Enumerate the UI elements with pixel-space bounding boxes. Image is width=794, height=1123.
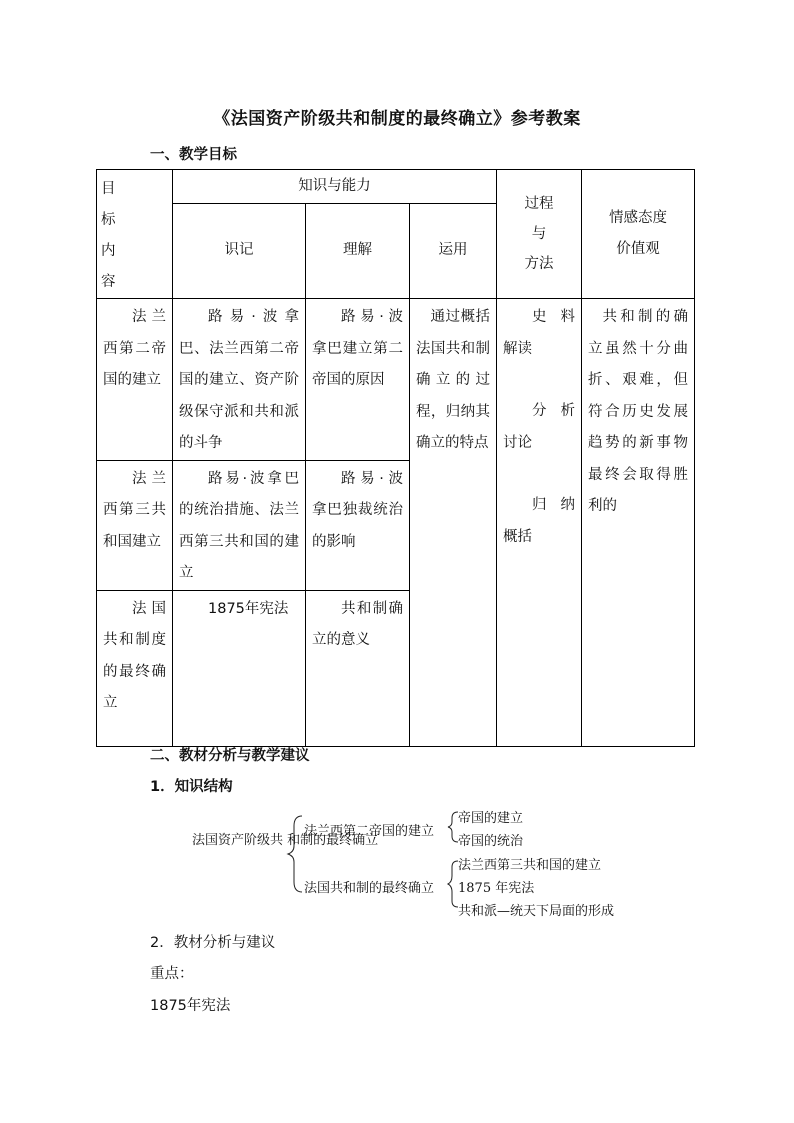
method-item: 归纳概括 xyxy=(503,497,575,545)
understand-header: 理解 xyxy=(306,203,410,298)
diagram-branch1: 法兰西第二帝国的建立 xyxy=(304,824,435,839)
methods-cell xyxy=(497,299,582,747)
row-topic: 法兰西第三共和国建立 xyxy=(103,470,166,550)
row-understand: 共和制确立的意义 xyxy=(312,600,403,648)
diagram-branch1-item: 帝国的统治 xyxy=(458,834,524,849)
diagram-branch2: 法国共和制的最终确立 xyxy=(304,881,435,896)
root-brace xyxy=(288,816,302,892)
diagram-root: 法国资产阶级共 和制的最终确立 xyxy=(192,833,379,848)
apply-header: 运用 xyxy=(410,203,497,298)
knowledge-structure-diagram xyxy=(190,804,640,919)
row-topic: 法国共和制度的最终确立 xyxy=(103,600,166,711)
subheading-knowledge-structure: 1．知识结构 xyxy=(150,779,233,795)
process-method-header: 过程 与 方法 xyxy=(497,170,582,299)
row-topic-cell xyxy=(97,590,173,746)
emotion-text: 共和制的确立虽然十分曲折、艰难，但符合历史发展趋势的新事物最终会取得胜利的 xyxy=(588,309,688,514)
row-topic-cell xyxy=(97,460,173,590)
section-heading-analysis: 二、教材分析与教学建议 xyxy=(150,748,310,764)
row-understand-cell xyxy=(306,590,410,746)
row-understand: 路易·波拿巴建立第二帝国的原因 xyxy=(312,309,403,388)
row-recall: 路易·波拿巴的统治措施、法兰西第三共和国的建立 xyxy=(179,470,299,581)
section-heading-objectives: 一、教学目标 xyxy=(150,147,237,163)
row-understand-cell xyxy=(306,460,410,590)
emotion-cell xyxy=(582,299,695,747)
branch2-brace xyxy=(448,861,458,907)
row-understand-cell xyxy=(306,299,410,461)
document-title: 《法国资产阶级共和制度的最终确立》参考教案 xyxy=(213,109,581,129)
diagram-branch2-item: 法兰西第三共和国的建立 xyxy=(458,858,602,873)
apply-text: 通过概括法国共和制确立的过程，归纳其确立的特点 xyxy=(416,309,490,451)
row-recall-cell xyxy=(173,299,306,461)
objectives-table xyxy=(96,169,695,747)
corner-header-cell xyxy=(97,170,173,299)
row-recall-cell xyxy=(173,590,306,746)
method-item: 史料解读 xyxy=(503,309,575,357)
knowledge-ability-header: 知识与能力 xyxy=(173,170,497,204)
corner-header: 目 标 内 容 xyxy=(101,181,116,290)
emotion-values-header: 情感态度 价值观 xyxy=(582,170,695,299)
apply-cell xyxy=(410,299,497,747)
key-point-label: 重点： xyxy=(150,966,194,982)
row-recall-cell xyxy=(173,460,306,590)
row-understand: 路易·波拿巴独裁统治的影响 xyxy=(312,470,403,550)
row-recall: 1875年宪法 xyxy=(208,600,289,617)
diagram-branch1-item: 帝国的建立 xyxy=(458,811,524,826)
row-recall: 路易·波拿巴、法兰西第二帝国的建立、资产阶级保守派和共和派的斗争 xyxy=(179,309,299,451)
subheading-analysis-suggestions: 2．教材分析与建议 xyxy=(150,935,276,951)
row-topic: 法兰西第二帝国的建立 xyxy=(103,309,166,388)
recall-header: 识记 xyxy=(173,203,306,298)
branch1-brace xyxy=(448,812,458,842)
key-point-text: 1875年宪法 xyxy=(150,998,231,1014)
row-topic-cell xyxy=(97,299,173,461)
method-item: 分析讨论 xyxy=(503,403,575,451)
diagram-branch2-item: 1875 年宪法 xyxy=(458,881,535,896)
methods xyxy=(497,299,581,553)
diagram-branch2-item: 共和派—统天下局面的形成 xyxy=(458,904,615,919)
